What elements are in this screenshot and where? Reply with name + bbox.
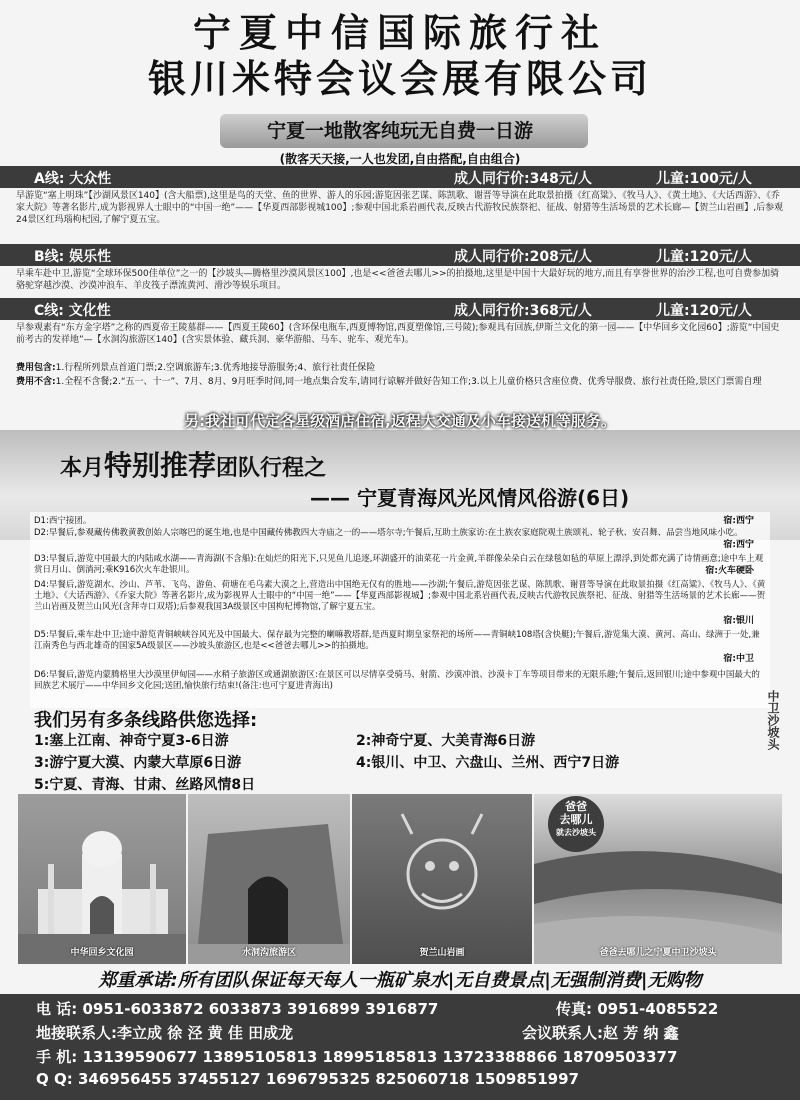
more-route-item: 5:宁夏、青海、甘肃、丝路风情8日 bbox=[34, 777, 256, 793]
fax-row bbox=[556, 998, 718, 1019]
earthen-gate-picture bbox=[188, 794, 350, 964]
mobile-row bbox=[36, 1046, 677, 1067]
itinerary-day bbox=[34, 516, 766, 527]
photo-caption: 水洞沟旅游区 bbox=[241, 948, 296, 958]
day-stay: 宿:西宁 bbox=[723, 516, 754, 526]
fee-exclude-label: 费用不含: bbox=[16, 377, 56, 387]
fax-number: 0951-4085522 bbox=[597, 1000, 719, 1018]
mobile-label: 手 机: bbox=[36, 1048, 78, 1066]
route-b-adult-price: 成人同行价:208元/人 bbox=[454, 249, 592, 265]
route-a-adult-price: 成人同行价:348元/人 bbox=[454, 171, 592, 187]
more-route-item: 1:塞上江南、神奇宁夏3-6日游 bbox=[34, 733, 229, 749]
service-note: 另:我社可代定各星级酒店住宿,返程大交通及小车接送机等服务。 bbox=[184, 412, 616, 430]
petroglyph-picture bbox=[352, 794, 532, 964]
meeting-contact-label: 会议联系人: bbox=[522, 1024, 603, 1042]
phone-row bbox=[36, 998, 438, 1019]
qq-numbers: 346956455 37455127 1696795325 825060718 1509851997 bbox=[77, 1070, 579, 1088]
route-c-child-price: 儿童:120元/人 bbox=[656, 303, 752, 319]
qq-label: Q Q: bbox=[36, 1070, 73, 1088]
fee-include-text: 1.行程所列景点首道门票;2.空调旅游车;3.优秀地接导游服务;4、旅行社责任保险 bbox=[55, 363, 376, 373]
day-text: D4:早餐后,游览湖水、沙山、芦苇、飞鸟、游鱼、荷塘在毛乌素大漠之上,营造出中国绝无仅有的胜地——沙湖;午餐后,游览因张艺谋、陈凯歌、谢晋等导演在此取景拍摄《红高粱》、《牧马人》、《黄土地》、《大话西游》、《乔家大院》等著名影片,成为影视界人士眼中的“中国一绝”——【华夏西部影视城】;参观中国北系岩画代表,反映古代游牧民族祭祀、征战、射猎等生活场景的艺术长廊——贺兰山岩画及贺兰山风光(含拜寺口双塔);后参观我国3A级景区中国枸杞博物馆,了解宁夏五宝。 bbox=[34, 580, 766, 612]
fax-label: 传真: bbox=[556, 1000, 592, 1018]
photo-shapotou bbox=[534, 794, 782, 964]
side-text: 中卫沙坡头 bbox=[766, 690, 780, 750]
itinerary-day bbox=[34, 528, 766, 550]
agency-name: 宁夏中信国际旅行社 bbox=[192, 11, 607, 55]
company-name: 银川米特会议会展有限公司 bbox=[147, 57, 652, 101]
route-a-desc: 早游览“塞上明珠”【沙湖风景区140】(含大船票),这里是鸟的天堂、鱼的世界、游人的乐园;游览因张艺谋、陈凯歌、谢晋等导演在此取景拍摄《红高粱》、《牧马人》、《黄土地》、《大话西游》、《乔家大院》等著名影片,成为影视界人士眼中的“中国一绝”——【华夏西部影视城100】;参观中国北系岩画代表,反映古代游牧民族祭祀、征战、射猎等生活场景的艺术长廊—【贺兰山岩画】,后参观24景区红玛瑙枸杞园,了解宁夏五宝。 bbox=[16, 191, 784, 225]
tour-tagline: (散客天天接,一人也发团,自由搭配,自由组合) bbox=[279, 152, 521, 166]
fee-include-label: 费用包含: bbox=[16, 363, 56, 373]
more-route-item: 3:游宁夏大漠、内蒙大草原6日游 bbox=[34, 755, 242, 771]
itinerary-day bbox=[34, 580, 766, 626]
route-b-desc: 早乘车赴中卫,游览“全球环保500佳单位”之一的【沙坡头—腾格里沙漠风景区100】,也是<<爸爸去哪儿>>的拍摄地,这里是中国十大最好玩的地方,而且有享誉世界的治沙工程,也可自费参加骑骆驼穿越沙漠、沙漠冲浪车、羊皮筏子漂流黄河、滑沙等娱乐项目。 bbox=[16, 269, 780, 291]
local-contact-row bbox=[36, 1022, 293, 1043]
badge-line: 去哪儿 bbox=[559, 813, 593, 826]
photo-cultural-park bbox=[18, 794, 186, 964]
fee-exclude bbox=[16, 376, 786, 388]
meeting-contact-row bbox=[522, 1022, 679, 1043]
day-text: D1:西宁接团。 bbox=[34, 516, 92, 526]
promo-tour-name: —— 宁夏青海风光风情风俗游(6日) bbox=[310, 486, 630, 510]
day-text: D3:早餐后,游览中国最大的内陆咸水湖——青海湖(不含船):在灿烂的阳光下,只见鱼儿追逐,环湖盛开的油菜花一片金黄,羊群像朵朵白云在绿毯如毡的草原上漂浮,到处都充满了诗情画意;途中车上观赏日月山、倒淌河;乘K916次火车赴银川。 bbox=[34, 554, 764, 575]
contact-panel bbox=[0, 994, 800, 1100]
more-routes-title: 我们另有多条线路供您选择: bbox=[34, 710, 258, 731]
photo-rock-art bbox=[352, 794, 532, 964]
local-contact-label: 地接联系人: bbox=[36, 1024, 117, 1042]
photo-caption: 中华回乡文化园 bbox=[70, 948, 134, 958]
badge-line: 就去沙坡头 bbox=[556, 828, 596, 837]
itinerary-day bbox=[34, 554, 766, 576]
day-text: D5:早餐后,乘车赴中卫;途中游览青铜峡峡谷风光及中国最大、保存最为完整的喇嘛教塔群,是西夏时期皇家祭祀的场所——青铜峡108塔(含快艇);午餐后,游览集大漠、黄河、高山、绿洲于一处,兼江南秀色与西北雄奇的国家5A级景区——沙坡头旅游区,也是<<爸爸去哪儿>>的拍摄地。 bbox=[34, 630, 760, 651]
itinerary-day bbox=[34, 670, 766, 692]
mosque-picture bbox=[18, 794, 186, 964]
qq-row bbox=[36, 1070, 579, 1088]
photo-caption: 贺兰山岩画 bbox=[419, 948, 465, 958]
meeting-contact-names: 赵 芳 纳 鑫 bbox=[603, 1024, 679, 1042]
tv-show-badge bbox=[552, 800, 600, 839]
route-a-bar bbox=[0, 166, 800, 188]
more-route-item: 4:银川、中卫、六盘山、兰州、西宁7日游 bbox=[356, 755, 620, 771]
route-b-child-price: 儿童:120元/人 bbox=[656, 249, 752, 265]
day-text: D6:早餐后,游览内蒙腾格里大沙漠里伊甸园——水稍子旅游区或通湖旅游区:在景区可以尽情享受骑马、射箭、沙漠冲浪、沙漠卡丁车等项目带来的无限乐趣;午餐后,返回银川;途中参观中国最大的回族艺术展厅——中华回乡文化园;送团,愉快旅行结束!(备注:也可宁夏进青海出) bbox=[34, 670, 760, 691]
badge-line: 爸爸 bbox=[565, 800, 587, 813]
phone-numbers: 0951-6033872 6033873 3916899 3916877 bbox=[82, 1000, 439, 1018]
local-contact-names: 李立成 徐 泾 黄 佳 田成龙 bbox=[117, 1024, 294, 1042]
promo-heading bbox=[60, 444, 326, 484]
phone-label: 电 话: bbox=[36, 1000, 78, 1018]
day-stay: 宿:西宁 bbox=[723, 540, 754, 550]
route-c-name: C线: 文化性 bbox=[34, 303, 111, 319]
photo-caption: 爸爸去哪儿之宁夏中卫沙坡头 bbox=[599, 948, 717, 958]
route-a-child-price: 儿童:100元/人 bbox=[656, 171, 752, 187]
promo-highlight: 特别推荐 bbox=[104, 449, 217, 482]
route-c-desc: 早参观素有“东方金字塔”之称的西夏帝王陵墓群——【西夏王陵60】(含环保电瓶车,西夏博物馆,西夏塑像馆,三号陵);参观具有回族,伊斯兰文化的第一园——【中华回乡文化园60】;游览“中国史前考古的发祥地”—【水洞沟旅游区140】(含实景体验、藏兵洞、豪华游船、马车、驼车、观光车)。 bbox=[16, 323, 780, 345]
itinerary-day bbox=[34, 630, 766, 664]
fee-include bbox=[16, 362, 786, 374]
route-b-name: B线: 娱乐性 bbox=[34, 249, 112, 265]
route-c-bar bbox=[0, 298, 800, 320]
day-stay: 宿:中卫 bbox=[723, 654, 754, 664]
fee-exclude-text: 1.全程不含餐;2.“五一、十一”、7月、8月、9月旺季时间,同一地点集合发车,请同行谅解并做好告知工作;3.以上儿童价格只含座位费、优秀导服费、旅行社责任险,景区门票需自理 bbox=[55, 377, 762, 387]
tour-subtitle: 宁夏一地散客纯玩无自费一日游 bbox=[266, 120, 533, 142]
service-promise: 郑重承诺:所有团队保证每天每人一瓶矿泉水|无自费景点|无强制消费|无购物 bbox=[98, 970, 702, 991]
mobile-numbers: 13139590677 13895105813 18995185813 13723388866 18709503377 bbox=[82, 1048, 678, 1066]
route-a-name: A线: 大众性 bbox=[34, 171, 112, 187]
day-stay: 宿:火车硬卧 bbox=[705, 566, 754, 576]
photo-shuidonggou bbox=[188, 794, 350, 964]
more-route-item: 2:神奇宁夏、大美青海6日游 bbox=[356, 733, 536, 749]
day-stay: 宿:银川 bbox=[723, 616, 754, 626]
promo-suffix: 团队行程之 bbox=[216, 456, 327, 481]
route-b-bar bbox=[0, 244, 800, 266]
route-c-adult-price: 成人同行价:368元/人 bbox=[454, 303, 592, 319]
promo-prefix: 本月 bbox=[60, 456, 105, 481]
day-text: D2:早餐后,参观藏传佛教黄教创始人宗喀巴的诞生地,也是中国藏传佛教四大寺庙之一的——塔尔寺;午餐后,互助土族家访:在土族农家庭院观土族颂礼、轮子秋、安召舞、品尝当地风味小吃。 bbox=[34, 528, 743, 538]
photo-strip bbox=[18, 794, 782, 964]
